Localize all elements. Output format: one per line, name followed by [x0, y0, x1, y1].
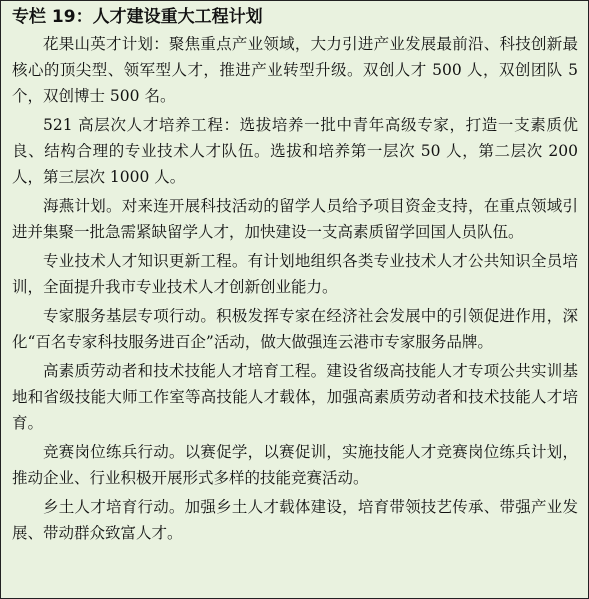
paragraph-521-project: 521 高层次人才培养工程：选拔培养一批中青年高级专家，打造一支素质优良、结构合理的专业技术人才队伍。选拔和培养第一层次 50 人，第二层次 200 人，第三层次 1000 人。	[12, 116, 578, 186]
paragraph-skill-competition: 竞赛岗位练兵行动。以赛促学，以赛促训，实施技能人才竞赛岗位练兵计划，推动企业、行业积极开展形式多样的技能竞赛活动。	[12, 443, 578, 487]
paragraph-skilled-workers: 高素质劳动者和技术技能人才培育工程。建设省级高技能人才专项公共实训基地和省级技能大师工作室等高技能人才载体，加强高素质劳动者和技术技能人才培育。	[12, 362, 578, 432]
paragraph-haiyan-plan: 海燕计划。对来连开展科技活动的留学人员给予项目资金支持，在重点领域引进并集聚一批急需紧缺留学人才，加快建设一支高素质留学回国人员队伍。	[12, 197, 578, 241]
column-title: 专栏 19：人才建设重大工程计划	[12, 7, 263, 27]
paragraph-expert-service: 专家服务基层专项行动。积极发挥专家在经济社会发展中的引领促进作用，深化“百名专家科技服务进百企”活动，做大做强连云港市专家服务品牌。	[12, 307, 578, 351]
paragraph-rural-talent: 乡土人才培育行动。加强乡土人才载体建设，培育带领技艺传承、带强产业发展、带动群众致富人才。	[12, 498, 578, 542]
paragraph-huaguoshan-talent-plan: 花果山英才计划：聚焦重点产业领域，大力引进产业发展最前沿、科技创新最核心的顶尖型、领军型人才，推进产业转型升级。双创人才 500 人，双创团队 5 个，双创博士 500 名。	[12, 35, 578, 105]
paragraph-knowledge-update: 专业技术人才知识更新工程。有计划地组织各类专业技术人才公共知识全员培训，全面提升我市专业技术人才创新创业能力。	[12, 252, 578, 296]
